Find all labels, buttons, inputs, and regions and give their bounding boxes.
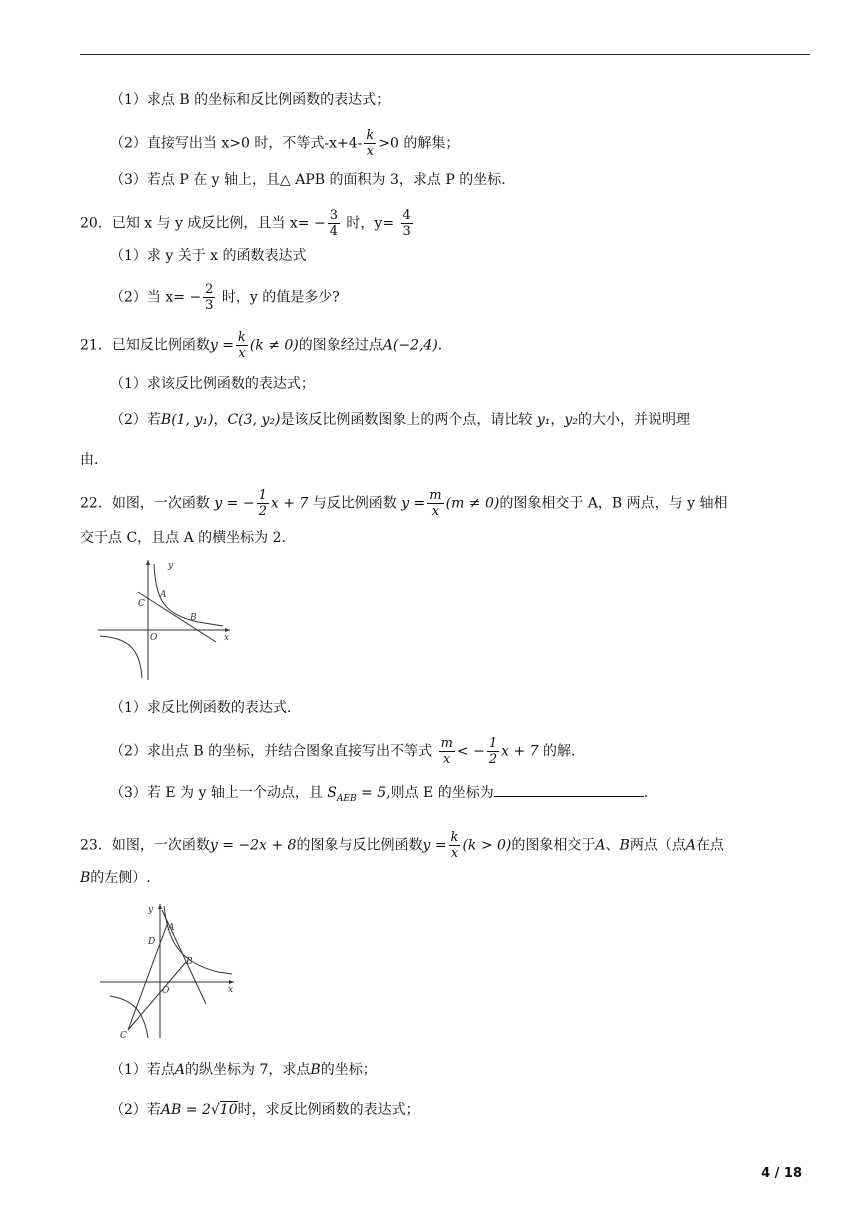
- q23-label-a: A: [168, 923, 175, 933]
- q20-part2-fraction: $\frac{2}{3}$: [205, 282, 214, 313]
- q22-hyperbola-q3: [100, 636, 142, 678]
- q22-stem-cont: 交于点 C，且点 A 的横坐标为 2.: [80, 530, 286, 546]
- q23-stem: 23．如图，一次函数y = −2x + 8的图象与反比例函数y = $\frac{k}{x}$ (k > 0)的图象相交于A、B两点（点A在点: [80, 830, 724, 861]
- q19-part2-post: >0 的解集；: [378, 135, 460, 152]
- q19-part3: （3）若点 P 在 y 轴上，且△ APB 的面积为 3，求点 P 的坐标.: [110, 172, 506, 188]
- page-number: 4 / 18: [761, 1166, 802, 1181]
- q23-line-cb: [128, 962, 186, 1030]
- q23-label-o: O: [162, 986, 170, 996]
- q19-part1: （1）求点 B 的坐标和反比例函数的表达式；: [110, 92, 391, 108]
- q22-ineq-fraction2: $\frac{1}{2}$: [488, 736, 498, 767]
- q23-hyperbola-q3: [110, 996, 148, 1038]
- q22-label-c: C: [138, 599, 145, 609]
- q22-label-y: y: [168, 561, 174, 571]
- q23-hyperbola-q1: [164, 906, 232, 974]
- q19-part2-text: （2）直接写出当 x>0 时，不等式-x+4-: [110, 135, 363, 152]
- q22-part1: （1）求反比例函数的表达式.: [110, 700, 292, 716]
- q23-label-x: x: [228, 985, 234, 995]
- q23-label-b: B: [186, 957, 193, 967]
- q22-linear-fraction: $\frac{1}{2}$: [258, 488, 267, 519]
- q23-part1: （1）若点A的纵坐标为 7，求点B的坐标；: [110, 1062, 377, 1078]
- q22-part3: （3）若 E 为 y 轴上一个动点，且 $S_{AEB} = 5$,则点 E 的坐标为 .: [110, 782, 648, 809]
- q23-stem-cont: B的左侧）.: [80, 870, 151, 886]
- q21-stem: 21．已知反比例函数y = $\frac{k}{x}$ (k ≠ 0)的图象经过点A(−2,4).: [80, 330, 443, 361]
- q20-part1: （1）求 y 关于 x 的函数表达式: [110, 248, 307, 264]
- q22-answer-blank[interactable]: [494, 782, 644, 797]
- q23-label-y: y: [148, 905, 154, 915]
- q23-figure: [98, 900, 236, 1040]
- q22-label-o: O: [150, 633, 158, 643]
- q20-x-fraction: $\frac{3}{4}$: [329, 208, 338, 239]
- q22-figure: [98, 556, 233, 682]
- q22-stem: 22．如图，一次函数 y = − $\frac{1}{2}$ x + 7 与反比例函数 y = $\frac{m}{x}$ (m ≠ 0)的图象相交于 A，B 两点，与 y 轴相: [80, 488, 728, 519]
- q22-ineq-fraction1: $\frac{m}{x}$: [440, 736, 453, 767]
- q23-fraction: $\frac{k}{x}$: [450, 830, 459, 861]
- q21-part1: （1）求该反比例函数的表达式；: [110, 376, 315, 392]
- q20-stem: 20．已知 x 与 y 成反比例，且当 x= − $\frac{3}{4}$ 时，y= $\frac{4}{3}$: [80, 208, 411, 239]
- q21-part2: （2）若B(1, y₁)，C(3, y₂)是该反比例函数图象上的两个点，请比较 y₁，y₂的大小，并说明理: [110, 412, 690, 428]
- q22-label-a: A: [160, 590, 167, 600]
- q20-part2: （2）当 x= − $\frac{2}{3}$ 时，y 的值是多少?: [110, 282, 340, 313]
- q22-label-b: B: [190, 613, 197, 623]
- header-rule: [80, 54, 810, 55]
- q23-label-d: D: [148, 937, 156, 947]
- q22-label-x: x: [224, 633, 230, 643]
- q23-label-c: C: [120, 1031, 127, 1040]
- q21-part2-cont: 由.: [80, 452, 99, 468]
- q22-inverse-fraction: $\frac{m}{x}$: [429, 488, 442, 519]
- q20-y-fraction: $\frac{4}{3}$: [402, 208, 411, 239]
- q23-part2: （2）若AB = 2√10时，求反比例函数的表达式；: [110, 1102, 420, 1118]
- q22-part2: （2）求出点 B 的坐标，并结合图象直接写出不等式 $\frac{m}{x}$ < − $\frac{1}{2}$ x + 7 的解.: [110, 736, 576, 767]
- q19-part2: [110, 128, 459, 159]
- q21-fraction: $\frac{k}{x}$: [237, 330, 246, 361]
- q19-fraction: $\frac{k}{x}$: [366, 128, 375, 159]
